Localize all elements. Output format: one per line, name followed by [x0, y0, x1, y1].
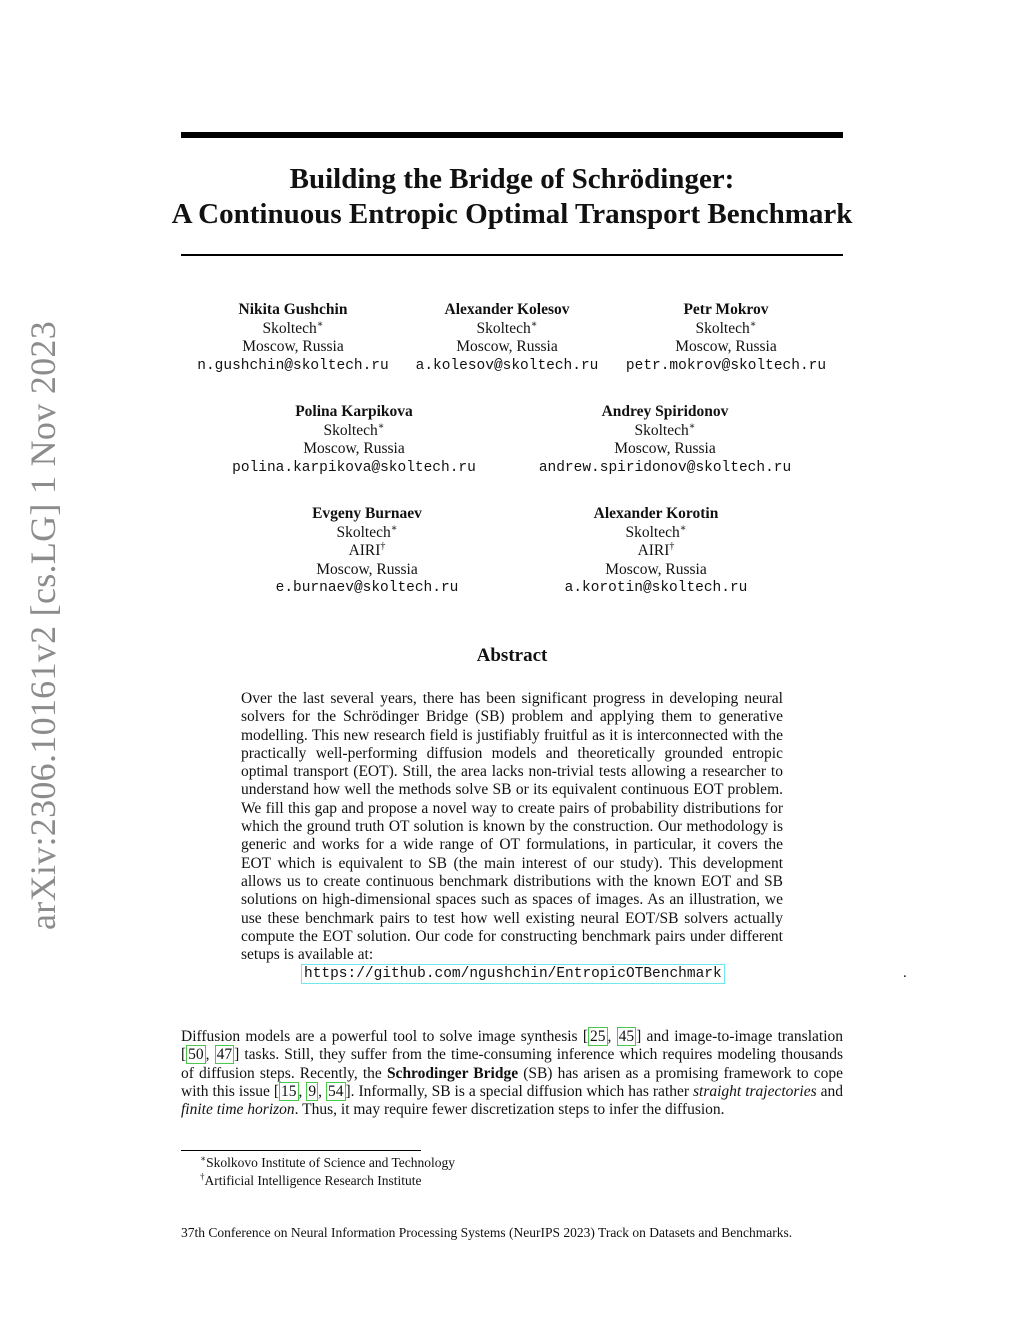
arxiv-identifier: arXiv:2306.10161v2 [cs.LG] 1 Nov 2023	[23, 320, 63, 930]
intro-paragraph: Diffusion models are a powerful tool to solve image synthesis [ 25 , 45 ] and image-to-image translation [ 50 , 47 ] tasks. Still, they suffer from the time-consuming inference which requires modeling thousands of diffusion steps. Recently, the Schrodinger Bridge (SB) has arisen as a promising framework to cope with this issue [ 15 , 9 , 54 ]. Informally, SB is a special diffusion which has rather straight trajectories and finite time horizon. Thus, it may require fewer discretization steps to infer the diffusion.	[181, 1028, 844, 1119]
abstract-trailing-period: .	[903, 965, 907, 981]
abstract-heading: Abstract	[476, 645, 548, 666]
author-affiliation: Skoltech∗	[323, 420, 385, 439]
footnote: †Artificial Intelligence Research Institute	[200, 1171, 422, 1188]
title-line-1: Building the Bridge of Schrödinger:	[289, 163, 735, 195]
author-block	[407, 301, 607, 375]
author-location: Moscow, Russia	[614, 440, 716, 457]
author-affiliation-2: AIRI†	[637, 540, 675, 559]
author-name: Alexander Korotin	[593, 505, 719, 522]
author-block	[530, 403, 800, 477]
footnote-rule	[181, 1150, 421, 1151]
author-location: Moscow, Russia	[303, 440, 405, 457]
author-name: Evgeny Burnaev	[312, 505, 422, 522]
author-email[interactable]: n.gushchin@skoltech.ru	[197, 357, 389, 374]
author-affiliation: Skoltech∗	[336, 522, 398, 541]
author-affiliation-2: AIRI†	[348, 540, 386, 559]
title-top-rule	[181, 132, 843, 138]
author-affiliation: Skoltech∗	[695, 318, 757, 337]
emphasis-straight-trajectories: straight trajectories	[692, 1082, 817, 1100]
author-email[interactable]: e.burnaev@skoltech.ru	[275, 580, 459, 596]
author-affiliation: Skoltech∗	[625, 522, 687, 541]
author-name: Polina Karpikova	[295, 403, 413, 420]
author-name: Nikita Gushchin	[238, 301, 348, 318]
citation-link[interactable]: 50	[188, 1046, 204, 1064]
author-email[interactable]: petr.mokrov@skoltech.ru	[625, 357, 827, 374]
author-location: Moscow, Russia	[242, 338, 344, 355]
citation-link[interactable]: 25	[590, 1028, 606, 1045]
abstract-body: Over the last several years, there has been significant progress in developing neural solvers for the Schrödinger Bridge (SB) problem and applying them to generative modelling. This new research field is justifiably fruitful as it is interconnected with the practically well-performing diffusion models and theoretically grounded entropic optimal transport (EOT). Still, the area lacks non-trivial tests allowing a researcher to understand how well the methods solve SB or its equivalent continuous EOT problem. We fill this gap and propose a novel way to create pairs of probability distributions for which the ground truth OT solution is known by the construction. Our methodology is generic and works for a wide range of OT formulations, in particular, it covers the EOT which is equivalent to SB (the main interest of our study). This development allows us to create continuous benchmark distributions with the known EOT and SB solutions on high-dimensional spaces such as spaces of images. As an illustration, we use these benchmark pairs to test how well existing neural EOT/SB solvers actually compute the EOT solution. Our code for constructing benchmark pairs under different setups is available at:	[241, 690, 783, 964]
emphasis-schrodinger-bridge: Schrodinger Bridge	[386, 1064, 519, 1082]
venue-footer: 37th Conference on Neural Information Processing Systems (NeurIPS 2023) Track on Datasets and Benchmarks.	[181, 1225, 793, 1240]
emphasis-finite-time-horizon: finite time horizon	[181, 1101, 295, 1119]
abstract-url-row	[241, 964, 911, 984]
author-email[interactable]: a.kolesov@skoltech.ru	[415, 357, 599, 374]
author-name: Petr Mokrov	[683, 301, 769, 318]
author-block	[257, 505, 477, 598]
author-block	[193, 301, 393, 375]
citation-link[interactable]: 54	[328, 1082, 344, 1100]
paper-title	[150, 162, 874, 232]
author-name: Andrey Spiridonov	[601, 403, 729, 420]
author-name: Alexander Kolesov	[444, 301, 570, 318]
author-email[interactable]: a.korotin@skoltech.ru	[564, 580, 748, 596]
author-location: Moscow, Russia	[605, 560, 707, 578]
repository-link[interactable]: https://github.com/ngushchin/EntropicOTBenchmark	[301, 964, 725, 984]
author-affiliation: Skoltech∗	[476, 318, 538, 337]
author-email[interactable]: polina.karpikova@skoltech.ru	[232, 459, 476, 476]
citation-link[interactable]: 47	[216, 1046, 233, 1064]
citation-link[interactable]: 45	[618, 1028, 635, 1045]
author-affiliation: Skoltech∗	[634, 420, 696, 439]
author-affiliation: Skoltech∗	[262, 318, 324, 337]
author-location: Moscow, Russia	[675, 338, 777, 355]
author-email[interactable]: andrew.spiridonov@skoltech.ru	[538, 459, 792, 476]
title-line-2: A Continuous Entropic Optimal Transport Benchmark	[171, 198, 853, 230]
author-location: Moscow, Russia	[316, 560, 418, 578]
author-location: Moscow, Russia	[456, 338, 558, 355]
author-block	[546, 505, 766, 598]
citation-link[interactable]: 9	[308, 1082, 317, 1100]
citation-link[interactable]: 15	[281, 1082, 297, 1100]
footnote: ∗Skolkovo Institute of Science and Technology	[200, 1153, 456, 1170]
author-block	[616, 301, 836, 375]
author-block	[224, 403, 484, 477]
title-bottom-rule	[181, 254, 843, 256]
